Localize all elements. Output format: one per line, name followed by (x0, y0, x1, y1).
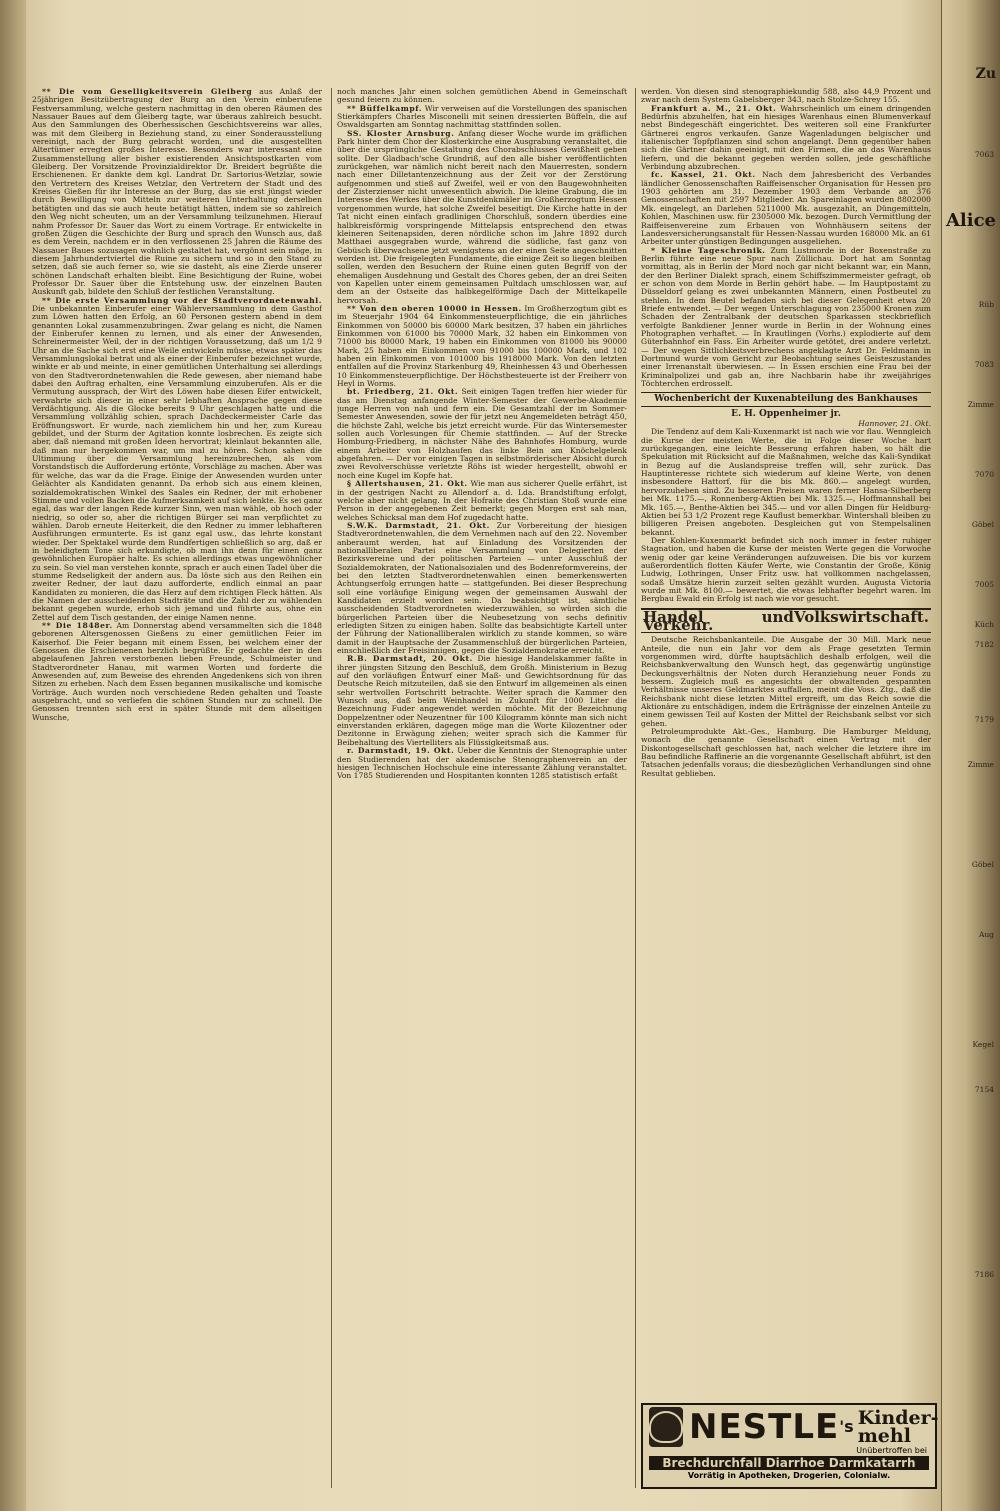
bank-report-subtitle: E. H. Oppenheimer jr. (731, 408, 841, 419)
ad-footer: Vorrätig in Apotheken, Drogerien, Colonialw. (687, 1471, 891, 1480)
edge-snippet: Rüb (978, 300, 994, 309)
edge-snippet: 7005 (974, 580, 994, 589)
edge-snippet: Kegel (972, 1040, 994, 1049)
edge-snippet: 7083 (974, 360, 994, 369)
article: ** Die erste Versammlung vor der Stadtverordnetenwahl. Die unbekannten Einberufer einer Wählerversammlung in dem Gasthof zum Löwen hatten den Erfolg, an 60 Personen gestern abend in dem genannten Lokal zusammenzubringen. Zwar gelang es nicht, die Namen der Einberufer kennen zu lernen, und als einer der Anwesenden, Schreinermeister Weil, der in der richtigen Voraussetzung, daß um 1/2 9 Uhr an die Sache sich erst eine Weile entwickeln müsse, etwas später das Versammlungslokal betrat und als einer der Einberufer bezeichnet wurde, winkte er ab und meinte, in einer gemütlichen Unterhaltung sei allerdings von den Stadtverordnetenwahlen die Rede gewesen, aber niemand habe dabei den Auftrag erhalten, eine Versammlung einzuberufen. Als er die Vermutung aussprach, der Wirt des Löwen habe diesen Eifer entwickelt, verwahrte sich dieser in einer sehr lebhaften Ansprache gegen diese Verdächtigung. Als die Glocke bereits 9 Uhr geschlagen hatte und die Versammlung vollzählig schien, sprach Dachdeckermeister Carle das Eröffnungswort. Er wurde, nach ziemlichem hin und her, zum Kureau gebildet, und der Sturm der Agitation konnte losbrechen. Es zeigte sich aber, daß niemand mit großen Ideen hervortrat; kleinlaut bekannten alle, daß man nur hergekommen war, um mal zu hören. Schon sahen die Ultimmung über die Versammlung hereinzubrechen, als vom Vorstandstisch die Aufforderung ertönte, Vorschläge zu machen. Aber was für welche, das war da die Frage. Einige der Anwesenden wurden unter Gelächter als Kandidaten genannt. Da erhob sich aus einem kleinen, sozialdemokratischen Winkel des Saales ein Redner, der mit erhobener Stimme und vollen Backen die Aufmerksamkeit auf sich lenkte. Es sei ganz egal, das war der langen Rede kurzer Sinn, wen man wähle, ob hoch oder niedrig, so oder so, aber die richtigen Bürger sei man verpflichtet zu wählen. Darob erneute Heiterkeit, die den Redner zu immer lebhafteren Ausführungen ermunterte. Es ist ganz egal usw., das lehrte konstant wieder. Der Spektakel wurde dem Rundfertigen schließlich so arg, daß er in beleidigtem Tone sich erkundigte, ob man ihn denn für einen ganz gewöhnlichen Europäer halte. Es schien allerdings etwas ungewöhnlicher zu sein. So viel man verstehen konnte, sprach er auch einen Tadel über die stumme Redseligkeit der andern aus. Da löste sich aus den Reihen ein zweiter Redner, der laut dazu aufforderte, endlich einmal an paar Kandidaten zu monieren, die das Herz auf dem richtigen Fleck hätten. Als die Namen der ausscheidenden Stadträte und die Zahl der zu wählenden bekannt gegeben wurde, erhob sich jemand und führte aus, ohne ein Zettel auf dem Tisch gestanden, der einige Namen nenne. (32, 295, 322, 622)
article: ** Büffelkampf. Wir verweisen auf die Vorstellungen des spanischen Stierkämpfers Charles Misconelli mit seinen dressierten Büffeln, die auf Oswaldsgarten am Sonntag nachmittag stattfinden sollen. (337, 103, 627, 130)
edge-heading: Zu (975, 66, 996, 82)
article: r. Darmstadt, 19. Okt. Ueber die Kenntnis der Stenographie unter den Studierenden hat der akademische Stenographenverein an der hiesigen Technischen Hochschule eine interessante Zählung veranstaltet. Von 1785 Studierenden und Hospitanten konnten 1285 statistisch erfaßt (337, 746, 627, 781)
article: ** Die 1848er. Am Donnerstag abend versammelten sich die 1848 geborenen Altersgenossen Gießens zu einer gemütlichen Feier im Kaiserhof. Die Feier begann mit einem Essen, bei welchem einer der Genossen die Erschienenen herzlich begrüßte. Er gedachte der in den abgelaufenen Jahren verstorbenen lieben Freunde, Schulmeister und Stadtverordneter Hanau, mit warmen Worten und forderte die Anwesenden auf, zum Beweise des ehrenden Angedenkens sich von ihren Sitzen zu erheben. Nach dem Essen begannen musikalische und komische Vorträge. Auch wurden noch verschiedene Reden gehalten und Toaste ausgebracht, und so verliefen die schönen Stunden nur zu schnell. Die Genossen trennten sich erst in später Stunde mit dem allseitigen Wunsche, (32, 621, 322, 722)
nestle-advertisement (641, 1403, 937, 1489)
article: bt. Friedberg, 21. Okt. Seit einigen Tagen treffen hier wieder für das am Dienstag anfangende Winter-Semester der Gewerbe-Akademie junge Herren von nah und fern ein. Die Gesamtzahl der im Sommer-Semester Anwesenden, sowie der für jetzt neu Angemeldeten beträgt 450, die höchste Zahl, welche bis jetzt erreicht wurde. Für das Wintersemester sollen auch Vorlesungen für Chemie stattfinden. — Auf der Strecke Homburg-Friedberg, in nächster Nähe des Bahnhofes Homburg, wurde einem Arbeiter von Holzhaufen das linke Bein am Knöchelgelenk abgefahren. — Der vor einigen Tagen in selbstmörderischer Absicht durch zwei Revolverschüsse verletzte Röhs ist wieder hergestellt, obwohl er noch eine Kugel im Kopfe hat. (337, 387, 627, 480)
page-gutter (0, 0, 26, 1511)
article: fc. Kassel, 21. Okt. Nach dem Jahresbericht des Verbandes ländlicher Genossenschaften Raiffeisenscher Organisation für Hessen pro 1903 gehörten am 31. Dezember 1903 dem Verbande an 376 Genossenschaften mit 2597 Mitglieder. An Spareinlagen wurden 8802000 Mk. eingelegt, an Darlehen 5211000 Mk. ausgezahlt, an Düngemitteln, Kohlen, Maschinen usw. für 2305000 Mk. bezogen. Durch Vermittlung der Raiffeisenvereine zum Erbauen von Wohnhäusern seitens der Landesversicherungsanstalt für Hessen-Nassau wurden 168000 Mk. an 61 Arbeiter unter günstigen Bedingungen ausgeliehen. (641, 170, 931, 247)
edge-snippet: 7070 (974, 470, 994, 479)
edge-snippet: Aug (978, 930, 994, 939)
edge-snippet: Zimme (967, 400, 994, 409)
column-rule (331, 88, 332, 1488)
edge-snippet: 7186 (974, 1270, 994, 1279)
article: R.B. Darmstadt, 20. Okt. Die hiesige Handelskammer faßte in ihrer jüngsten Sitzung den Beschluß, dem Großh. Ministerium in Bezug auf den vorläufigen Entwurf einer Maß- und Gewichtsordnung für das Deutsche Reich mitzuteilen, daß sie den Entwurf im allgemeinen als einen sehr wertvollen Fortschritt betrachte. Weiter sprach die Kammer den Wunsch aus, daß beim Weinhandel in Zukunft für 1000 Liter die Bezeichnung Fuder angewendet werden möchte. Mit der Bezeichnung Doppelzentner oder Neuzentner für 100 Kilogramm könnte man sich nicht einverstanden erklären, dagegen möge man die Worte Kilozentner oder Dezitonne in Erwägung ziehen; weiter sprach sich die Kammer für Beibehaltung des Viertelliters als Flüssigkeitsmaß aus. (337, 654, 627, 747)
edge-snippet: 7179 (974, 715, 994, 724)
ad-product: Kinder-mehl (857, 1407, 939, 1447)
edge-snippet: Zimme (967, 760, 994, 769)
article: § Allertshausen, 21. Okt. Wie man aus sicherer Quelle erfährt, ist in der gestrigen Nacht zu Allendorf a. d. Lda. Brandstiftung erfolgt, welche aber nicht gelang. In der Hofraite des Christian Stoß wurde eine Person in der angegebenen Zeit bemerkt; gegen Morgen erst sah man, welches Schicksal man dem Hof zugedacht hatte. (337, 479, 627, 522)
edge-snippet: 7154 (974, 1085, 994, 1094)
trade-title-right: Volkswirtschaft. (793, 607, 929, 626)
trade-section-title (641, 608, 931, 634)
article: SS. Kloster Arnsburg. Anfang dieser Woche wurde im gräflichen Park hinter dem Chor der Klosterkirche eine Ausgrabung veranstaltet, die über die ursprüngliche Gestaltung des Chorabschlusses Gewißheit geben sollte. Der Gladbach'sche Grundriß, auf den alle bisher veröffentlichten zurückgehen, war nämlich nicht bereit nach den Mauerresten, sondern nach einer Dilletantenzeichnung aus der Zeit vor der Zerstörung aufgenommen und stieß auf Zweifel, weil er von den Baugewohnheiten der Zisterzienser nicht unwesentlich abwich. Die kleine Grabung, die im Interesse des Werkes über die Kunstdenkmäler im Großherzogtum Hessen vorgenommen wurde, hat solche Zweifel beseitigt. Die Kirche hatte in der Tat nicht einen einfach gradlinigen Chorschluß, sondern überdies eine halbkreisförmig vorspringende Mittelapsis entsprechend den etwas kleineren Seitenapsiden, deren nördliche schon im Jahre 1892 durch Matthaei ausgegraben wurde, während die südliche, fast ganz von Gebüsch überwachsene jetzt wenigstens an der einen Seite angeschnitten worden ist. Die freigelegten Fundamente, die einige Zeit so liegen bleiben sollen, werden den Besuchern der Ruine einen guten Begriff von der ehemaligen Ausdehnung und Gestalt des Chores geben, der an drei Seiten von Kapellen unter einem gemeinsamen Pultdach umschlossen war, auf dem an der Ostseite das halbkegelförmige Dach der Mittelkapelle hervorsah. (337, 128, 627, 305)
nest-logo-icon (649, 1407, 683, 1447)
article: ** Die vom Geselligkeitsverein Gleiberg aus Anlaß der 25jährigen Besitzübertragung der Burg an den Verein einberufene Festversammlung, welche gestern nachmittag in den oberen Räumen des Nassauer Baues auf dem Gleiberg tagte, war überaus zahlreich besucht. Aus den Sammlungen des Oberhessischen Geschichtsvereins war alles, was mit dem Gleiberg in Beziehung stand, zu einer Sonderausstellung vereinigt, nach der Burg gebracht worden, und die ausgestellten Altertümer erregten großes Interesse. Besonders war interessant eine Zusammenstellung aller bisher existierenden Ansichtspostkarten vom Gleiberg. Der Vorsitzende Provinzialdirektor Dr. Breidert begrüßte die Erschienenen. Er dankte dem kgl. Landrat Dr. Sartorius-Wetzlar, sowie den Vertretern des Kreises Wetzlar, den Vertretern der Stadt und des Kreises Gießen für ihr Interesse an der Burg, das sie erst jüngst wieder durch Bewilligung von Mitteln zur weiteren Unterhaltung derselben betätigten und das sie auch heute betätigt hätten, indem sie so zahlreich den Weg nicht scheuten, um an der Versammlung teilzunehmen. Hierauf nahm Professor Dr. Sauer das Wort zu einem Vortrage. Er entwickelte in großen Zügen die Geschichte der Burg und sprach den Wunsch aus, daß es dem Verein, nachdem er in den verflossenen 25 Jahren die Räume des Nassauer Baues sozusagen wohnlich gestaltet hat, vergönnt sein möge, in diesem Jahrhundertviertel die Ruine zu sichern und so in den Stand zu setzen, daß sie auch ferner so, wie sie dasteht, als eine Zierde unserer schönen Landschaft erhalten bleibt. Eine Besichtigung der Ruine, wobei Professor Dr. Sauer über die Entstehung usw. der einzelnen Bauten Auskunft gab, bildete den Schluß der festlichen Veranstaltung. (32, 88, 322, 297)
trade-text: Deutsche Reichsbankanteile. Die Ausgabe der 30 Mill. Mark neue Anteile, die nun ein Jahr vor dem als Frage gesetzten Termin vorgenommen wird, dürfte hauptsächlich deshalb erfolgen, weil die Reichsbankverwaltung den Wunsch hegt, das gegenwärtig ungünstige Deckungsverhältnis der Noten durch Heranziehung neuer Fonds zu bessern. Zugleich muß es angesichts der obwaltenden gespannten Verhältnisse unseres Geldmarktes auffallen, meint die Voss. Ztg., daß die Reichsbank nicht diese letzten Mittel ergreift, um das Reich sowie die Aktionäre zu entschädigen, indem die Erträgnisse der einzelnen Anteile zu einem gewissen Teil auf Kosten der Mittel der Reichsbank selbst vor sich gehen. (641, 635, 931, 728)
trade-title-left: Handel und Verkehr. (643, 607, 794, 634)
edge-snippet: 7063 (974, 150, 994, 159)
edge-ad-word: Alice (945, 210, 996, 231)
ad-brand: $NESTLE^{'s}$ (689, 1407, 854, 1447)
column-2 (337, 88, 627, 1493)
column-rule (635, 88, 636, 1488)
bank-report-date: Hannover, 21. Okt. (858, 419, 931, 429)
edge-snippet: Göbel (971, 520, 994, 529)
edge-snippet: Göbel (971, 860, 994, 869)
ad-header (643, 1405, 939, 1449)
adjacent-page-edge (941, 0, 1000, 1511)
bank-report-title: Wochenbericht der Kuxenabteilung des Bankhauses (641, 392, 931, 406)
column-1 (32, 88, 322, 1493)
article: noch manches Jahr einen solchen gemütlichen Abend in Gemeinschaft gesund feiern zu können. (337, 88, 627, 105)
article: Frankfurt a. M., 21. Okt. Wahrscheinlich um einem dringenden Bedürfnis abzuhelfen, hat ein hiesiges Warenhaus einen Blumenverkauf nebst Bindegeschäft eingerichtet. Des weiteren soll eine Frankfurter Gärtnerei engros verkaufen. Ganze Wagenladungen belgischer und italienischer Topfpflanzen sind schon angelangt. Denn gegenüber haben sich die Gärtner dahin geeinigt, mit den Firmen, die an das Warenhaus liefern, und die bekannt gegeben werden sollen, jede geschäftliche Verbindung abzubrechen. (641, 103, 931, 172)
bank-report-text: Der Kohlen-Kuxenmarkt befindet sich noch immer in fester ruhiger Stagnation, und haben die Kurse der meisten Werte gegen die Vorwoche wenig oder gar keine Veränderungen aufzuweisen. Die bis vor kurzem außerordentlich flotten Käufer Werte, wie Constantin der Große, König Ludwig, Lothringen, Unser Fritz usw. hat vollkommen nachgelassen, sodaß Umsätze hierin zurzeit selten gezählt wurden. Augusta Victoria wurde mit Mk. 8100.— bewertet, die etwas lebhafter begehrt waren. Im Bergbau Ewald ein Erfolg ist nach wie vor gesucht. (641, 535, 931, 604)
bank-report-text: Die Tendenz auf dem Kali-Kuxenmarkt ist nach wie vor flau. Wenngleich die Kurse der meisten Werte, die in Folge dieser Woche hart zurückgegangen, eine leichte Besserung erfahren haben, so hält die Spekulation mit Rücksicht auf die Maßnahmen, welche das Kali-Syndikat in Bezug auf die Auslandspreise treffen will, sehr zurück. Das Hauptinteresse richtete sich wiederum auf kleine Werte, von denen insbesondere Hattorf, für die bis Mk. 860.— angelegt wurden, hervorzuheben sind. Zu besseren Preisen waren ferner Hansa-Silberberg bei Mk. 1175.—, Ronnenberg-Aktien bei Mk. 1325.—, Hoffmannshall bei Mk. 165.—, Benthe-Aktien bei 345.— und vor allen Dingen für Heldburg-Aktien bei 53 1/2 Prozent rege Kauflust bemerkbar. Wintershall bleiben zu billigeren Preisen angeboten. Desgleichen gut von Stempelsalinen bekannt. (641, 427, 931, 537)
article: S.W.K. Darmstadt, 21. Okt. Zur Vorbereitung der hiesigen Stadtverordnetenwahlen, die dem Vernehmen nach auf den 22. November anberaumt werden, hat auf Einladung des Vorsitzenden der nationalliberalen Partei eine Versammlung von Delegierten der Bezirksvereine und der politischen Parteien — unter Ausschluß der Sozialdemokraten, der Nationalsozialen und des Bodenreformvereins, der bei den letzten Stadtverordnetenwahlen einen bemerkenswerten Achtungserfolg errungen hatte — stattgefunden. Bei dieser Besprechung soll eine vorläufige Einigung wegen der gemeinsamen Auswahl der Kandidaten erzielt worden sein. Da beabsichtigt ist, sämtliche ausscheidenden Stadtverordneten wiederzuwählen, so würden sich die bürgerlichen Parteien über die Neubesetzung von sechs definitiv erledigten Sitzen zu einigen haben. Sollte das beabsichtigte Kartell unter der Führung der Nationalliberalen wirklich zu stande kommen, so wäre damit in der Hauptsache der Zusammenschluß der bürgerlichen Parteien, einschließlich der Freisinnigen, gegen die Sozialdemokratie erreicht. (337, 520, 627, 656)
article: ** Von den oberen 10000 in Hessen. Im Großherzogtum gibt es im Steuerjahr 1904 64 Einkommensteuerpflichtige, die ein jährliches Einkommen von 50000 bis 60000 Mark besitzen, 37 haben ein jährliches Einkommen von 61000 bis 70000 Mark, 32 haben ein Einkommen von 71000 bis 80000 Mark, 19 haben ein Einkommen von 81000 bis 90000 Mark, 25 haben ein Einkommen von 91000 bis 100000 Mark, und 102 haben ein Einkommen von 101000 bis 1918000 Mark. Von den letzten entfallen auf die Provinz Starkenburg 49, Rheinhessen 43 und Oberhessen 10 Einkommensteuerpflichtige. Der Höchstbesteuerte ist der Freiherr von Heyl in Worms. (337, 303, 627, 389)
ad-tagline: Unübertroffen bei (856, 1446, 927, 1455)
article: werden. Von diesen sind stenographiekundig 588, also 44,9 Prozent und zwar nach dem System Gabelsberger 343, nach Stolze-Schrey 155. (641, 88, 931, 105)
column-3 (641, 88, 931, 1400)
edge-snippet: 7182 (974, 640, 994, 649)
edge-snippet: Küch (974, 620, 994, 629)
ad-highlight: Brechdurchfall Diarrhoe Darmkatarrh (649, 1456, 929, 1470)
trade-text: Petroleumprodukte Akt.-Ges., Hamburg. Die Hamburger Meldung, wonach die genannte Gesellschaft einen Vertrag mit der Diskontogesellschaft geschlossen hat, nach welcher die letztere ihre im Bau befindliche Raffinerie an die vorgenannte Gesellschaft abführt, ist den Tatsachen jedenfalls voraus; die diesbezüglichen Verhandlungen sind ohne Resultat geblieben. (641, 727, 931, 778)
article: * Kleine Tageschronik. Zum Lustmorde in der Boxenstraße zu Berlin führte eine neue Spur nach Züllichau. Dort hat am Sonntag vormittag, als in Berlin der Mord noch gar nicht bekannt war, ein Mann, der den Berliner Dialekt sprach, einem Schiffszimmermeister gefragt, ob er schon von dem Morde in Berlin gehört habe. — Im Hauptpostamt zu Düsseldorf gelang es zwei unbekannten Männern, einen Postbeutel zu stehlen. In dem Beutel befanden sich bei dieser Gelegenheit etwa 20 Briefe entwendet. — Der wegen Unterschlagung von 235000 Kronen zum Schaden der Zentralbank der deutschen Sparkassen steckbrieflich verfolgte Bankdiener Jenner wurde in Berlin in der Wohnung eines Photographen verhaftet. — In Krautlingen (Vorhs.) explodierte auf dem Güterbahnhof ein Fass. Ein Arbeiter wurde getötet, drei andere verletzt. — Der wegen Sittlichkeitsverbrechens angeklagte Arzt Dr. Feldmann in Dortmund wurde vom Gericht zur Beobachtung seines Geisteszustandes einer Irrenanstalt überwiesen. — In Essen erschien eine Frau bei der Kriminalpolizei und gab an, ihre Nachbarin habe ihr zweijähriges Töchterchen erdrosselt. (641, 245, 931, 389)
